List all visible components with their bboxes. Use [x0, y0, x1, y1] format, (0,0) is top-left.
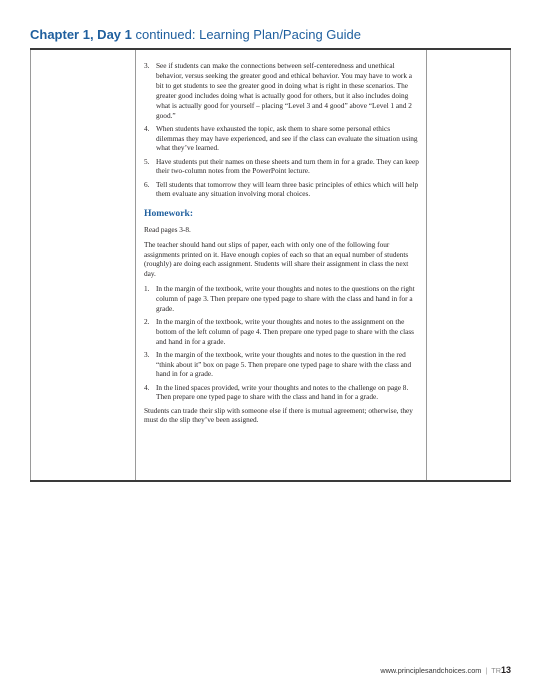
homework-intro: The teacher should hand out slips of paper, each with only one of the following four assignments printed on it. Have enough copies of each so that an equal number of students (roughly) are doing each assignment. Students will share their assignment in class the next day. [144, 239, 409, 279]
list-item [144, 157, 420, 177]
item-number: 1. [144, 283, 150, 293]
column-divider [30, 50, 31, 480]
list-item [144, 317, 420, 347]
page-title [30, 27, 361, 42]
list-item [144, 284, 420, 314]
column-divider [510, 50, 511, 480]
page-footer [380, 665, 511, 675]
footer-url: www.principlesandchoices.com [380, 666, 482, 675]
page-number: 13 [500, 665, 511, 675]
item-number: 3. [144, 61, 150, 70]
item-number: 3. [144, 349, 150, 359]
item-text: In the lined spaces provided, write your thoughts and notes to the challenge on page 8. Then prepare one typed page to share with the class and hand in for a grade. [156, 382, 409, 402]
footer-separator: | [485, 666, 488, 675]
homework-heading: Homework: [144, 208, 194, 220]
item-text: When students have exhausted the topic, ask them to share some personal ethics dilemmas they may have experienced, and see if the class can evaluate the situation using what they’ve learned. [156, 123, 418, 153]
table-bottom-rule [30, 480, 511, 482]
chapter-label: Chapter 1, Day 1 [30, 27, 132, 42]
list-item [144, 180, 420, 200]
homework-closing: Students can trade their slip with someone else if there is mutual agreement; otherwise, they must do the slip they’ve been assigned. [144, 405, 413, 425]
steps-list [144, 61, 420, 199]
item-text: See if students can make the connections between self-centeredness and unethical behavior, versus seeking the greater good and ethical behavior. You may have to work a bit to get students to see the greater good in doing what is right in these scenarios. The greater good includes doing what is actually good for others, but it also includes doing what is actually good for yourself – placing “Level 3 and 4 good” above “Level 1 and 2 good.” [156, 61, 413, 120]
item-text: Have students put their names on these sheets and turn them in for a grade. They can keep their two-column notes from the PowerPoint lecture. [156, 156, 419, 176]
item-text: In the margin of the textbook, write your thoughts and notes to the assignment on the bottom of the left column of page 4. Then prepare one typed page to share with the class and hand in for a grade. [156, 316, 415, 346]
page-prefix: TR [491, 666, 501, 675]
list-item [144, 61, 420, 120]
item-text: Tell students that tomorrow they will learn three basic principles of ethics which will help them evaluate any situation involving moral choices. [156, 179, 419, 199]
table-top-rule [30, 48, 511, 50]
list-item [144, 350, 420, 380]
lesson-content [144, 61, 420, 430]
item-number: 2. [144, 316, 150, 326]
homework-reading: Read pages 3-8. [144, 225, 191, 235]
list-item [144, 383, 420, 403]
item-number: 6. [144, 179, 150, 189]
list-item [144, 124, 420, 154]
item-text: In the margin of the textbook, write your thoughts and notes to the question in the red “think about it” box on page 5. Then prepare one typed page to share with the class and hand in for a grade. [156, 349, 412, 379]
title-rest: continued: Learning Plan/Pacing Guide [131, 27, 361, 42]
item-number: 5. [144, 156, 150, 166]
item-number: 4. [144, 382, 150, 392]
item-number: 4. [144, 123, 150, 133]
assignments-list [144, 284, 420, 403]
item-text: In the margin of the textbook, write your thoughts and notes to the questions on the right column of page 3. Then prepare one typed page to share with the class and hand in for a grade. [156, 283, 415, 313]
column-divider [426, 50, 427, 480]
column-divider [135, 50, 136, 480]
